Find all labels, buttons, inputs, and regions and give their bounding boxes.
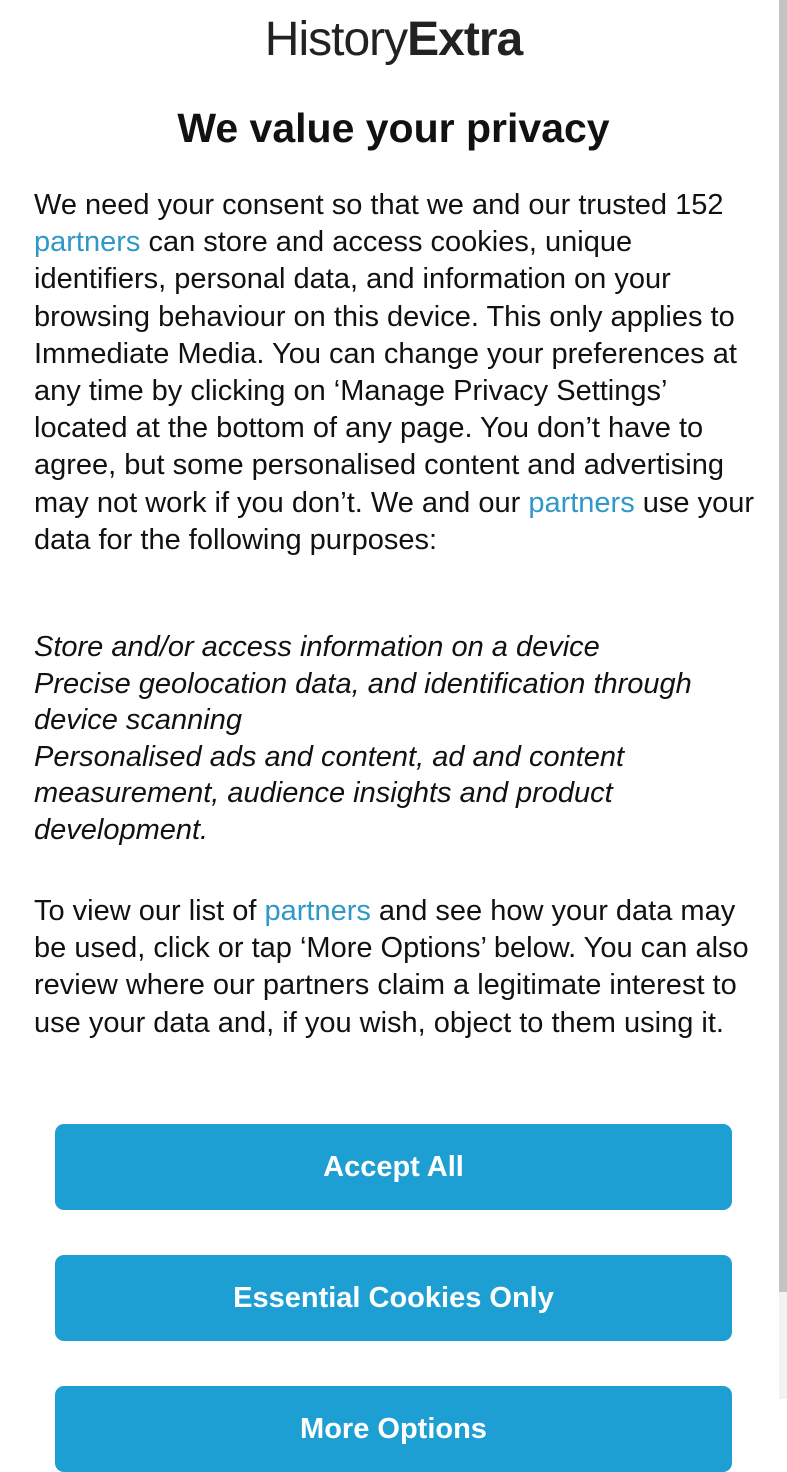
logo-text-light: History [264,13,408,66]
purpose-item: Precise geolocation data, and identification through device scanning [34,667,692,737]
intro-text-1: We need your consent so that we and our trusted 152 [34,189,724,221]
essential-cookies-button[interactable]: Essential Cookies Only [55,1255,732,1341]
purposes-list [34,629,764,849]
purpose-item: Personalised ads and content, ad and content measurement, audience insights and product development. [34,740,625,846]
historyextra-logo [0,8,787,72]
page-scrollbar[interactable] [779,0,787,1399]
consent-title: We value your privacy [177,105,610,151]
intro-text-3: use your data for the following purposes: [34,486,755,556]
partners-link[interactable]: partners [34,226,141,259]
consent-intro [34,187,764,559]
partners-link[interactable]: partners [264,895,371,927]
partners-text-1: To view our list of [34,895,265,927]
logo-text-bold: Extra [407,13,523,66]
intro-text-2: can store and access cookies, unique identifiers, personal data, and information on your browsing behaviour on this device. This only applies to Immediate Media. You can change your preferences at any time by clicking on ‘Manage Privacy Settings’ located at the bottom of any page. You don’t have to agree, but some personalised content and advertising may not work if you don’t. We and our [34,226,737,519]
scrollbar-thumb[interactable] [779,0,787,1292]
accept-all-button[interactable]: Accept All [55,1124,732,1210]
purpose-item: Store and/or access information on a device [34,631,600,663]
partners-text-2: and see how your data may be used, click or tap ‘More Options’ below. You can also review where our partners claim a legitimate interest to use your data and, if you wish, object to them using it. [34,895,749,1039]
partners-info [34,893,764,1042]
more-options-button[interactable]: More Options [55,1386,732,1472]
partners-link[interactable]: partners [528,486,635,519]
